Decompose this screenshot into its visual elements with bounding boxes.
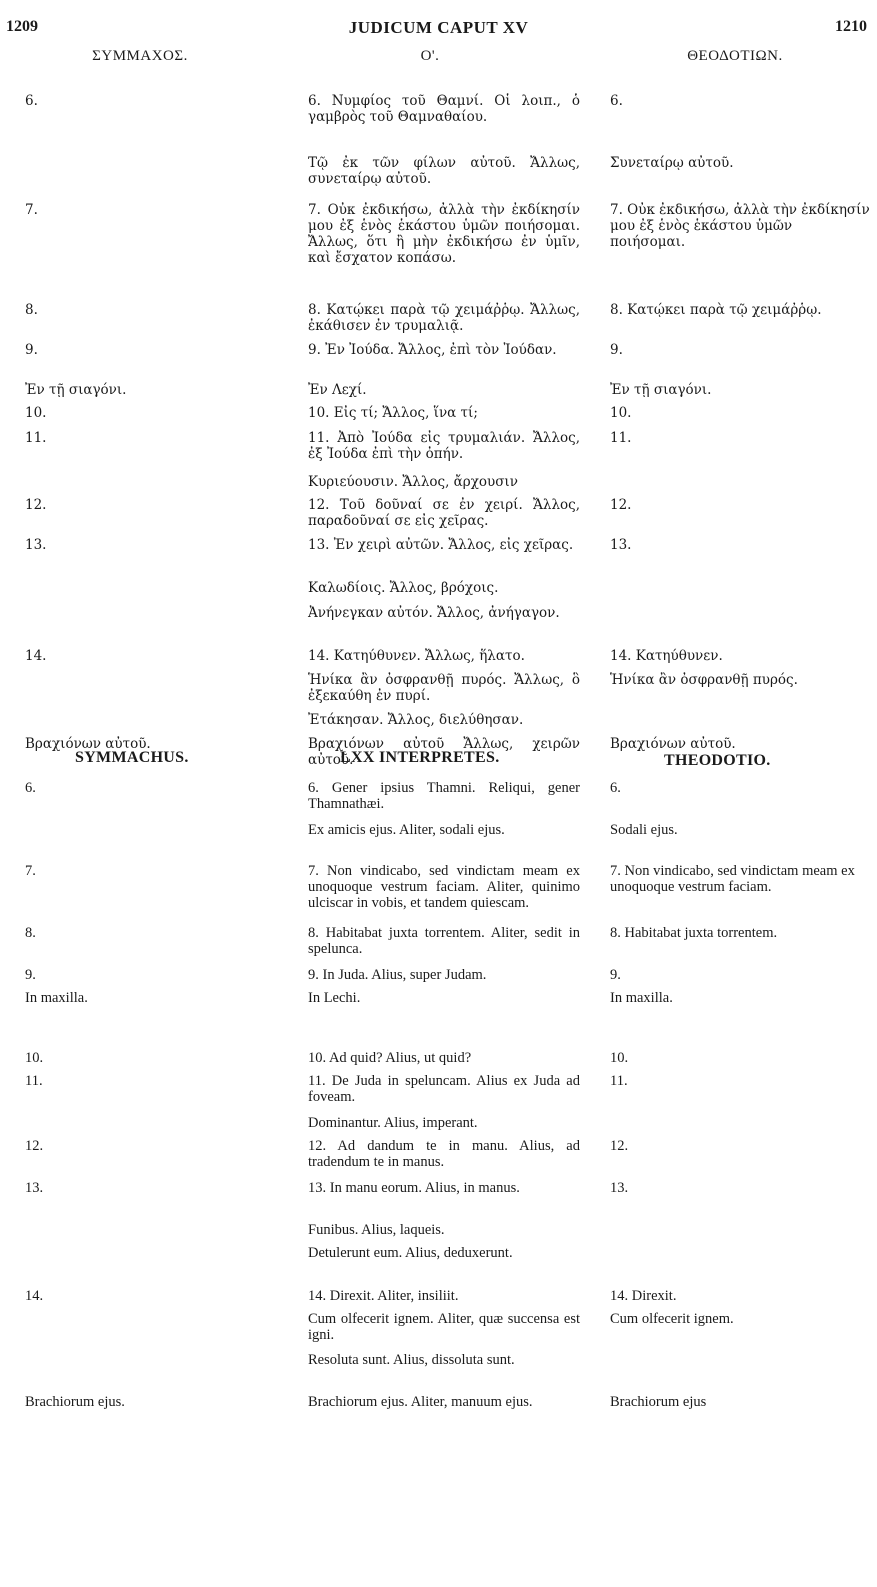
greek-lxx-cell: Καλωδίοις. Ἄλλος, βρόχοις. [308, 580, 499, 596]
greek-symmachus-cell: 10. [25, 405, 47, 421]
latin-lxx-cell: 13. In manu eorum. Alius, in manus. [308, 1180, 520, 1196]
latin-theodotion-cell: 6. [610, 780, 621, 796]
greek-symmachus-cell: Βραχιόνων αὐτοῦ. [25, 736, 151, 752]
greek-theodotion-cell: Ἡνίκα ἂν ὀσφρανθῇ πυρός. [610, 672, 798, 688]
greek-lxx-cell: 8. Κατῴκει παρὰ τῷ χειμάῤῥῳ. Ἄλλως, ἐκάθισεν ἐν τρυμαλιᾷ. [308, 302, 580, 334]
latin-theodotion-cell: 13. [610, 1180, 629, 1196]
greek-symmachus-cell: 9. [25, 342, 38, 358]
latin-lxx-cell: Cum olfecerit ignem. Aliter, quæ succensa est igni. [308, 1311, 580, 1343]
latin-symmachus-cell: 11. [25, 1073, 43, 1089]
greek-head-lxx: Ο'. [420, 48, 440, 64]
greek-lxx-cell: Κυριεύουσιν. Ἄλλος, ἄρχουσιν [308, 474, 518, 490]
latin-theodotion-cell: Cum olfecerit ignem. [610, 1311, 734, 1327]
greek-theodotion-cell: 12. [610, 497, 632, 513]
latin-theodotion-cell: Brachiorum ejus [610, 1394, 707, 1410]
latin-theodotion-cell: 7. Non vindicabo, sed vindictam meam ex unoquoque vestrum faciam. [610, 863, 855, 895]
latin-lxx-cell: 6. Gener ipsius Thamni. Reliqui, gener Thamnathæi. [308, 780, 580, 812]
greek-lxx-cell: 7. Οὐκ ἐκδικήσω, ἀλλὰ τὴν ἐκδίκησίν μου ἐξ ἑνὸς ἑκάστου ὑμῶν ποιήσομαι. Ἄλλως, ὅτι ἢ μὴν ἐκδικήσω ἐν ὑμῖν, καὶ ἔσχατον κοπάσω. [308, 202, 580, 266]
latin-head-symmachus: SYMMACHUS. [75, 749, 189, 766]
page-header [0, 18, 877, 42]
greek-theodotion-cell: Συνεταίρῳ αὐτοῦ. [610, 155, 734, 171]
greek-theodotion-cell: 9. [610, 342, 623, 358]
greek-lxx-cell: 13. Ἐν χειρὶ αὐτῶν. Ἄλλος, εἰς χεῖρας. [308, 537, 574, 553]
greek-symmachus-cell: Ἐν τῇ σιαγόνι. [25, 382, 127, 398]
greek-theodotion-cell: 14. Κατηύθυνεν. [610, 648, 723, 664]
latin-lxx-cell: 7. Non vindicabo, sed vindictam meam ex unoquoque vestrum faciam. Aliter, quinimo ulciscar in vobis, et tandem quiescam. [308, 863, 580, 911]
greek-symmachus-cell: 11. [25, 430, 47, 446]
greek-lxx-cell: 12. Τοῦ δοῦναί σε ἐν χειρί. Ἄλλος, παραδοῦναί σε εἰς χεῖρας. [308, 497, 580, 529]
greek-lxx-cell: 6. Νυμφίος τοῦ Θαμνί. Οἱ λοιπ., ὁ γαμβρὸς τοῦ Θαμναθαίου. [308, 93, 580, 125]
latin-theodotion-cell: 9. [610, 967, 621, 983]
greek-theodotion-cell: 13. [610, 537, 632, 553]
greek-head-symmachus: ΣΥΜΜΑΧΟΣ. [92, 48, 188, 64]
latin-lxx-cell: 8. Habitabat juxta torrentem. Aliter, sedit in spelunca. [308, 925, 580, 957]
latin-lxx-cell: 12. Ad dandum te in manu. Alius, ad tradendum te in manus. [308, 1138, 580, 1170]
latin-head-theodotion: THEODOTIO. [664, 752, 771, 769]
greek-theodotion-cell: 6. [610, 93, 623, 109]
greek-symmachus-cell: 8. [25, 302, 38, 318]
latin-lxx-cell: Resoluta sunt. Alius, dissoluta sunt. [308, 1352, 515, 1368]
latin-symmachus-cell: Brachiorum ejus. [25, 1394, 125, 1410]
greek-head-theodotion: ΘΕΟΔΟΤΙΩΝ. [687, 48, 783, 64]
latin-lxx-cell: Brachiorum ejus. Aliter, manuum ejus. [308, 1394, 533, 1410]
latin-lxx-cell: 10. Ad quid? Alius, ut quid? [308, 1050, 472, 1066]
greek-symmachus-cell: 12. [25, 497, 47, 513]
greek-symmachus-cell: 14. [25, 648, 47, 664]
latin-symmachus-cell: 10. [25, 1050, 44, 1066]
greek-theodotion-cell: Βραχιόνων αὐτοῦ. [610, 736, 736, 752]
latin-symmachus-cell: 8. [25, 925, 36, 941]
page-number-left: 1209 [6, 18, 38, 35]
greek-theodotion-cell: 10. [610, 405, 632, 421]
greek-lxx-cell: Ἀνήνεγκαν αὐτόν. Ἄλλος, ἀνήγαγον. [308, 605, 560, 621]
latin-theodotion-cell: In maxilla. [610, 990, 673, 1006]
latin-lxx-cell: In Lechi. [308, 990, 361, 1006]
greek-theodotion-cell: 7. Οὐκ ἐκδικήσω, ἀλλὰ τὴν ἐκδίκησίν μου ἐξ ἑνὸς ἑκάστου ὑμῶν ποιήσομαι. [610, 202, 870, 250]
latin-head-lxx: LXX INTERPRETES. [340, 749, 500, 766]
greek-theodotion-cell: Ἐν τῇ σιαγόνι. [610, 382, 712, 398]
latin-symmachus-cell: 9. [25, 967, 36, 983]
latin-theodotion-cell: Sodali ejus. [610, 822, 678, 838]
latin-lxx-cell: 9. In Juda. Alius, super Judam. [308, 967, 487, 983]
greek-lxx-cell: 14. Κατηύθυνεν. Ἄλλως, ἥλατο. [308, 648, 525, 664]
latin-lxx-cell: Detulerunt eum. Alius, deduxerunt. [308, 1245, 513, 1261]
page-number-right: 1210 [835, 18, 867, 35]
latin-theodotion-cell: 10. [610, 1050, 629, 1066]
greek-lxx-cell: Ἡνίκα ἂν ὀσφρανθῇ πυρός. Ἄλλως, ὃ ἐξεκαύθη ἐν πυρί. [308, 672, 580, 704]
greek-theodotion-cell: 11. [610, 430, 632, 446]
latin-symmachus-cell: 14. [25, 1288, 44, 1304]
latin-lxx-cell: 14. Direxit. Aliter, insiliit. [308, 1288, 459, 1304]
latin-lxx-cell: Ex amicis ejus. Aliter, sodali ejus. [308, 822, 505, 838]
latin-symmachus-cell: 13. [25, 1180, 44, 1196]
greek-lxx-cell: 10. Εἰς τί; Ἄλλος, ἵνα τί; [308, 405, 478, 421]
latin-theodotion-cell: 12. [610, 1138, 629, 1154]
latin-theodotion-cell: 11. [610, 1073, 628, 1089]
greek-lxx-cell: 11. Ἀπὸ Ἰούδα εἰς τρυμαλιάν. Ἄλλος, ἐξ Ἰούδα ἐπὶ τὴν ὀπήν. [308, 430, 580, 462]
greek-lxx-cell: Τῷ ἐκ τῶν φίλων αὐτοῦ. Ἄλλως, συνεταίρῳ αὐτοῦ. [308, 155, 580, 187]
greek-lxx-cell: 9. Ἐν Ἰούδα. Ἄλλος, ἐπὶ τὸν Ἰούδαν. [308, 342, 557, 358]
greek-symmachus-cell: 13. [25, 537, 47, 553]
latin-symmachus-cell: 7. [25, 863, 36, 879]
latin-lxx-cell: Dominantur. Alius, imperant. [308, 1115, 478, 1131]
latin-symmachus-cell: 12. [25, 1138, 44, 1154]
latin-theodotion-cell: 8. Habitabat juxta torrentem. [610, 925, 778, 941]
greek-lxx-cell: Ἐν Λεχί. [308, 382, 367, 398]
greek-lxx-cell: Βραχιόνων αὐτοῦ Ἄλλως, χειρῶν αὐτοῦ. [308, 736, 580, 768]
latin-symmachus-cell: In maxilla. [25, 990, 88, 1006]
latin-symmachus-cell: 6. [25, 780, 36, 796]
greek-theodotion-cell: 8. Κατῴκει παρὰ τῷ χειμάῤῥῳ. [610, 302, 822, 318]
greek-symmachus-cell: 6. [25, 93, 38, 109]
latin-lxx-cell: 11. De Juda in speluncam. Alius ex Juda ad foveam. [308, 1073, 580, 1105]
latin-theodotion-cell: 14. Direxit. [610, 1288, 677, 1304]
greek-lxx-cell: Ἐτάκησαν. Ἄλλος, διελύθησαν. [308, 712, 524, 728]
greek-symmachus-cell: 7. [25, 202, 38, 218]
page-title: JUDICUM CAPUT XV [348, 18, 529, 37]
latin-lxx-cell: Funibus. Alius, laqueis. [308, 1222, 445, 1238]
